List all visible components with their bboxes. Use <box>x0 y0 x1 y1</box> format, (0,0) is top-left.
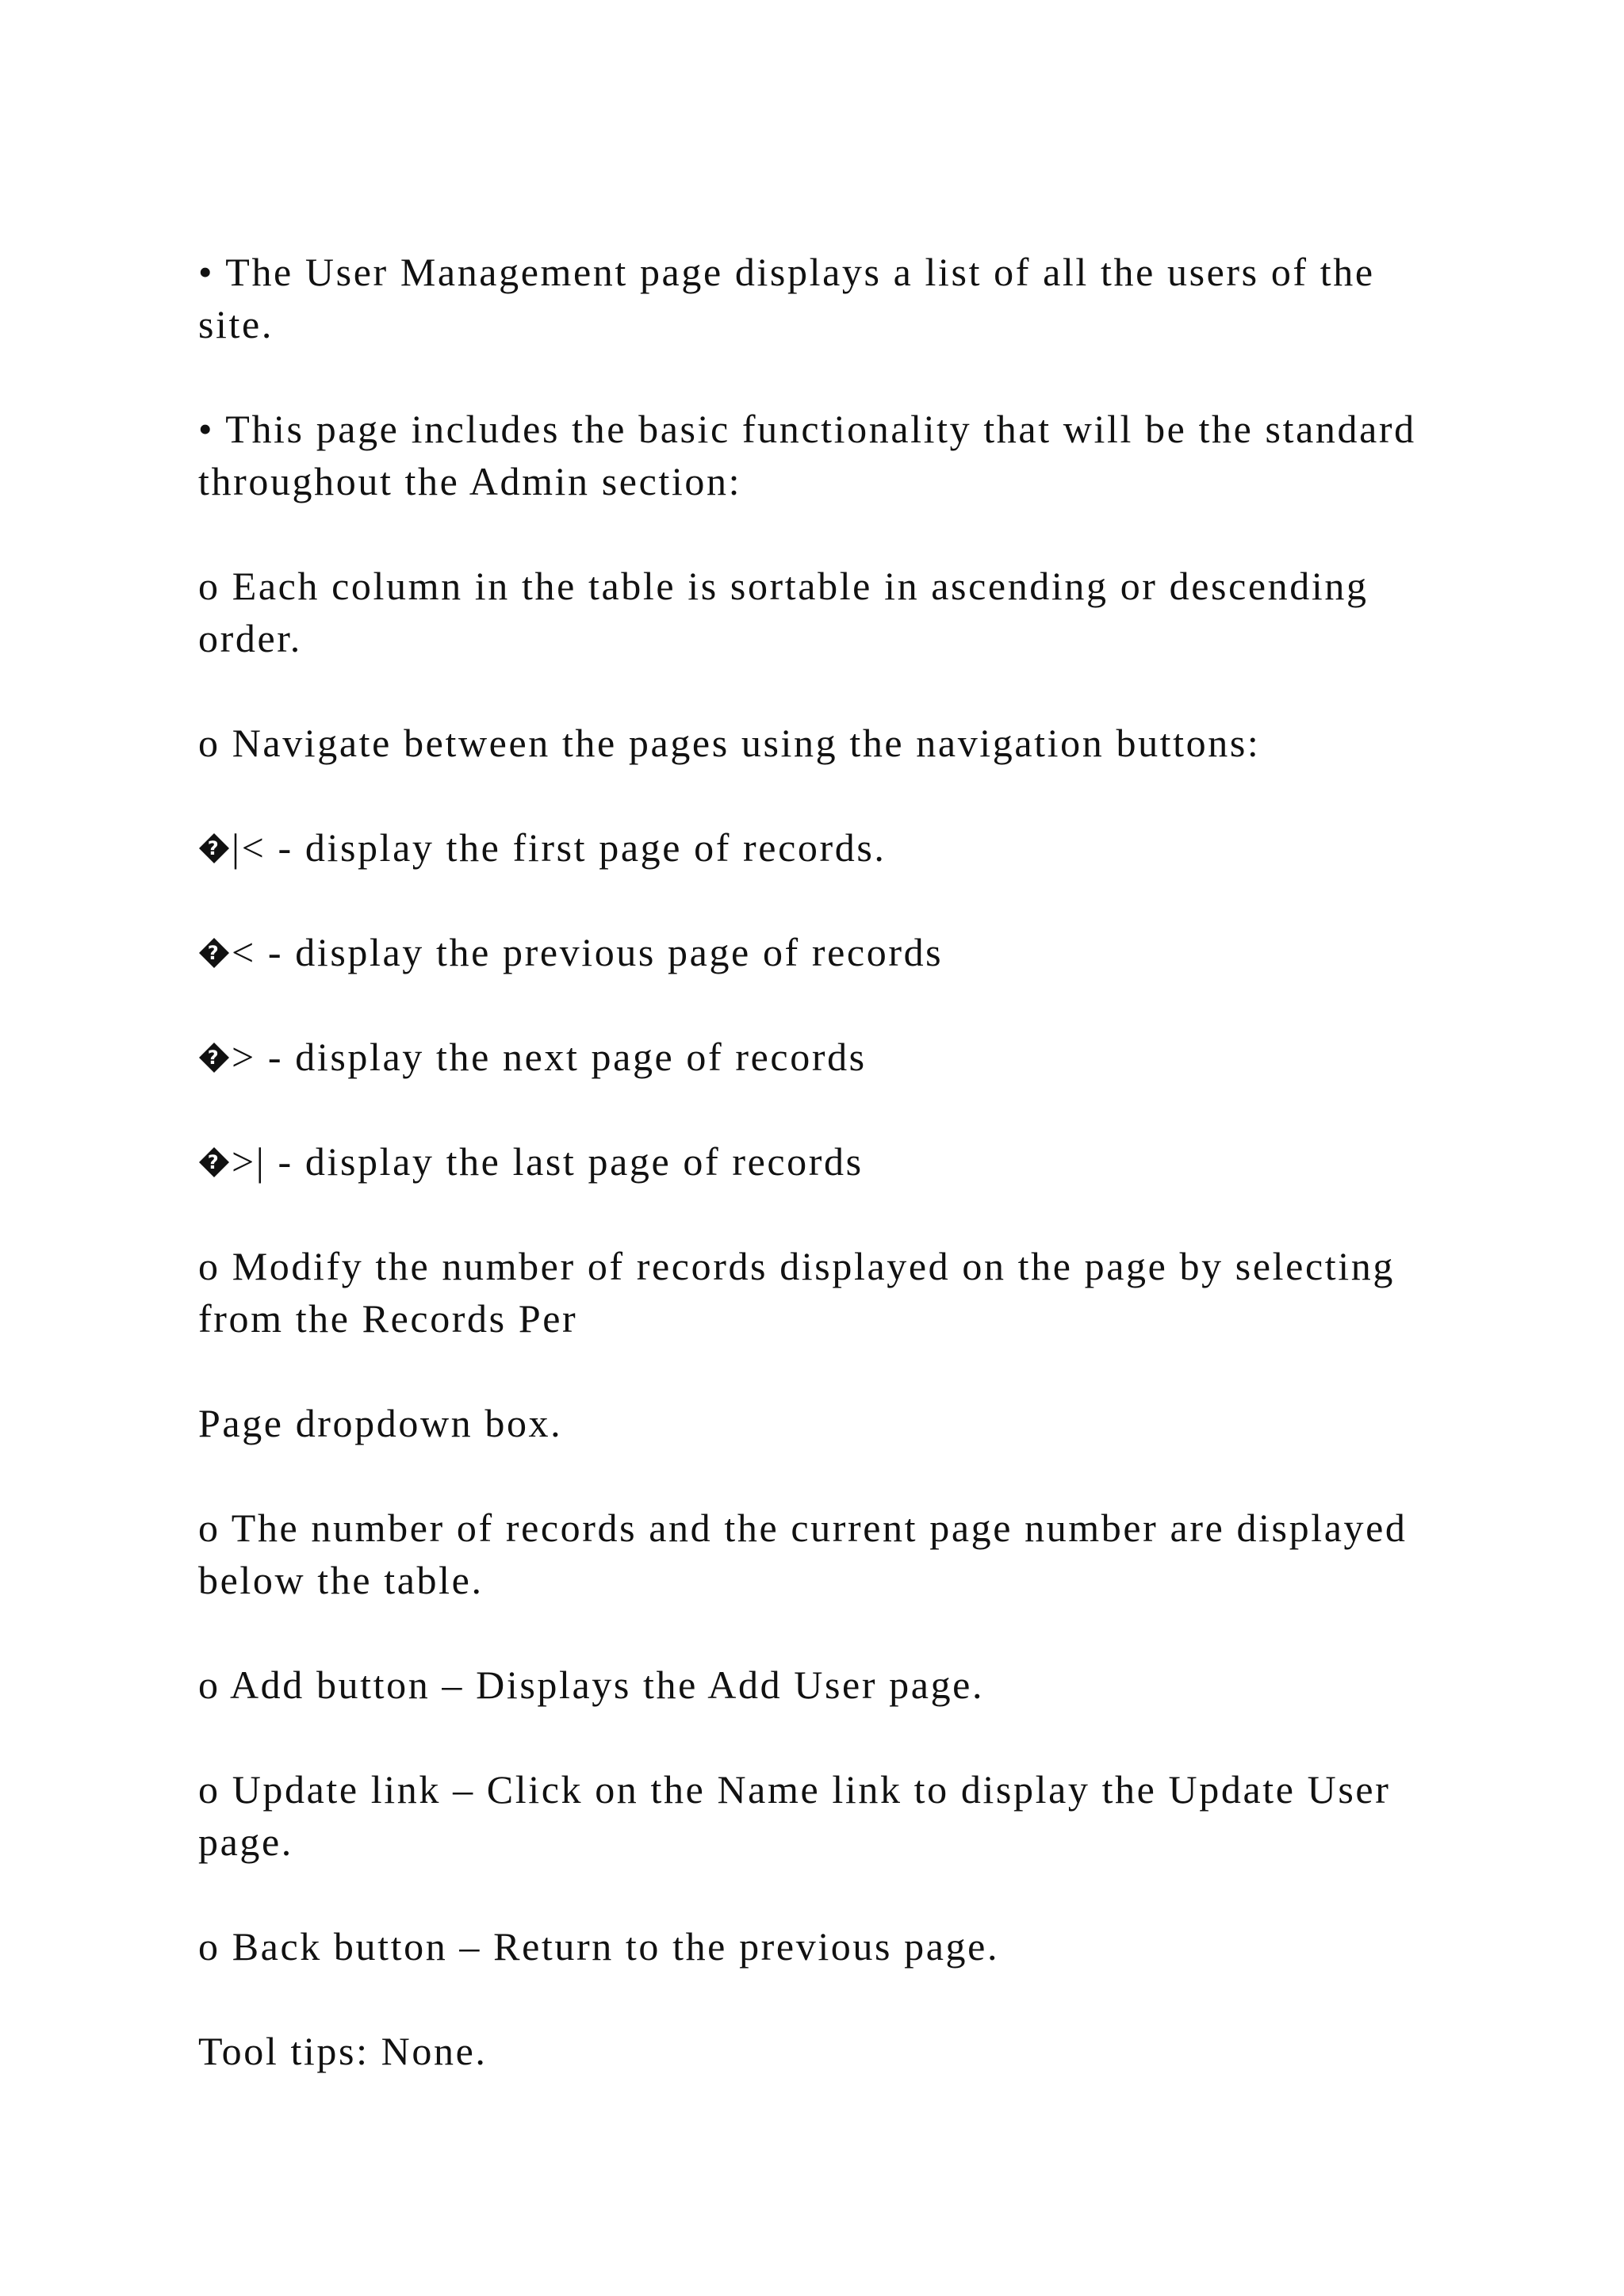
paragraph-last-page <box>198 1135 1419 1188</box>
paragraph-navigate-pages: o Navigate between the pages using the navigation buttons: <box>198 721 1261 765</box>
paragraph-user-management-intro: • The User Management page displays a list of all the users of the site. <box>198 250 1375 346</box>
replacement-character-icon <box>198 832 230 864</box>
next-page-text: > - display the next page of records <box>232 1035 867 1079</box>
paragraph-sortable-columns: o Each column in the table is sortable in ascending or descending order. <box>198 564 1369 660</box>
svg-text:?: ? <box>207 1047 221 1069</box>
paragraph-records-per-page: o Modify the number of records displayed on the page by selecting from the Records Per <box>198 1244 1395 1341</box>
replacement-character-icon <box>198 1042 230 1073</box>
replacement-character-icon <box>198 937 230 969</box>
paragraph-tool-tips: Tool tips: None. <box>198 2029 488 2073</box>
last-page-text: >| - display the last page of records <box>232 1139 864 1184</box>
paragraph-first-page <box>198 821 1419 874</box>
paragraph-basic-functionality: • This page includes the basic functionality that will be the standard throughout the Admin section: <box>198 407 1416 503</box>
replacement-character-icon <box>198 1146 230 1178</box>
document-body <box>198 246 1419 2077</box>
paragraph-records-count: o The number of records and the current page number are displayed below the table. <box>198 1506 1408 1602</box>
paragraph-back-button: o Back button – Return to the previous page. <box>198 1924 1000 1969</box>
paragraph-dropdown-box: Page dropdown box. <box>198 1401 563 1445</box>
paragraph-update-link: o Update link – Click on the Name link to display the Update User page. <box>198 1767 1391 1864</box>
svg-text:?: ? <box>207 942 221 964</box>
previous-page-text: < - display the previous page of records <box>232 930 944 974</box>
paragraph-previous-page <box>198 926 1419 978</box>
first-page-text: |< - display the first page of records. <box>232 825 887 870</box>
svg-text:?: ? <box>207 837 221 859</box>
paragraph-add-button: o Add button – Displays the Add User page. <box>198 1663 985 1707</box>
svg-text:?: ? <box>207 1151 221 1173</box>
paragraph-next-page <box>198 1031 1419 1083</box>
